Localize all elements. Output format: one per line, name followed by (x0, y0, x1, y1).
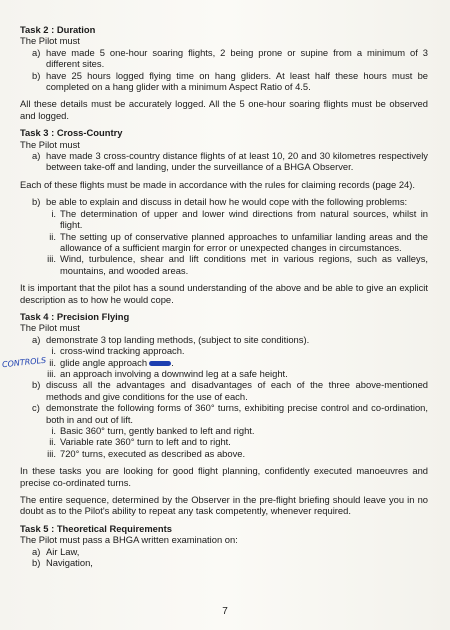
item-text: Air Law, (46, 545, 80, 557)
task3-heading: Task 3 : Cross-Country (20, 127, 123, 139)
subitem-text: The determination of upper and lower wind directions from natural sources, whilst in flight. (60, 207, 428, 231)
item-label: b) (32, 379, 41, 391)
item-text: demonstrate the following forms of 360° turns, exhibiting precise control and co-ordination, both in and out of lift. (46, 402, 428, 425)
subitem-label: ii. (49, 230, 56, 242)
item-text: have made 3 cross-country distance flights of at least 10, 20 and 30 kilometres respectively between take-off and landing, under the surveillance of a BHGA Observer. (46, 150, 428, 173)
subitem-text: Variable rate 360° turn to left and to right. (60, 436, 231, 448)
task3-note: Each of these flights must be made in accordance with the rules for claiming records (page 24). (20, 178, 415, 190)
task5-item-a (20, 546, 428, 557)
task4-a-subitem-i (20, 345, 428, 356)
task4-c-subitem-ii (20, 436, 428, 447)
task3-item-b (20, 196, 428, 207)
subitem-text: an approach involving a downwind leg at a safe height. (60, 367, 288, 379)
subitem-label: ii. (49, 436, 56, 448)
task5-heading: Task 5 : Theoretical Requirements (20, 522, 172, 534)
task4-c-subitem-i (20, 425, 428, 436)
task4-paragraph-2: The entire sequence, determined by the Observer in the pre-flight briefing should leave you in no doubt as to the Pilot's ability to repeat any task competently, whenever required. (20, 494, 428, 517)
subitem-label: i. (51, 345, 56, 357)
item-text: have made 5 one-hour soaring flights, 2 being prone or supine from a minimum of 3 different sites. (46, 46, 428, 70)
subitem-label: ii. (49, 356, 56, 368)
subitem-label: i. (51, 425, 56, 436)
task3-item-a (20, 150, 428, 173)
item-label: a) (32, 46, 41, 58)
task2-item-a (20, 47, 428, 70)
ink-strikethrough-mark (149, 361, 171, 366)
subitem-label: i. (51, 207, 56, 219)
task4-heading: Task 4 : Precision Flying (20, 310, 130, 322)
task2-note: All these details must be accurately logged. All the 5 one-hour soaring flights must be observed and logged. (20, 98, 428, 121)
task4-item-c (20, 402, 428, 425)
subitem-text: The setting up of conservative planned approaches to unfamiliar landing areas and the allowance of a sufficient margin for error or unexpected changes in circumstances. (60, 230, 428, 253)
item-label: a) (32, 333, 41, 345)
task4-paragraph-1: In these tasks you are looking for good flight planning, confidently executed manoeuvres and precise co-ordinated turns. (20, 465, 428, 488)
subitem-label: iii. (47, 253, 56, 265)
task4-intro: The Pilot must (20, 322, 80, 334)
task3-subitem-i (20, 208, 428, 231)
task4-a-subitem-ii: CONTROLS ii. glide angle approach . (1, 355, 174, 369)
item-text: demonstrate 3 top landing methods, (subject to site conditions). (46, 333, 310, 345)
task3-closing: It is important that the pilot has a sound understanding of the above and be able to give an explicit description as to how he would cope. (20, 282, 428, 305)
task5-intro: The Pilot must pass a BHGA written examination on: (20, 534, 238, 546)
subitem-label: iii. (47, 447, 56, 459)
item-label: a) (32, 545, 41, 557)
item-text: have 25 hours logged flying time on hang gliders. At least half these hours must be completed on a hang glider with a minimum Aspect Ratio of 4.5. (46, 69, 428, 93)
subitem-text: Basic 360° turn, gently banked to left and right. (60, 425, 255, 436)
task2-intro: The Pilot must (20, 35, 80, 47)
item-label: b) (32, 557, 41, 569)
task4-c-subitem-iii (20, 448, 428, 459)
item-text: be able to explain and discuss in detail how he would cope with the following problems: (46, 196, 408, 208)
task4-item-b (20, 379, 428, 402)
subitem-text: cross-wind tracking approach. (60, 345, 185, 357)
handwritten-annotation: CONTROLS (1, 355, 47, 369)
task4-item-a (20, 334, 428, 345)
page-number: 7 (222, 606, 228, 617)
subitem-text: Wind, turbulence, shear and lift conditions met in various regions, such as valleys, mountains, and wooded areas. (60, 253, 428, 276)
task4-a-subitem-iii (20, 368, 428, 379)
item-label: a) (32, 150, 41, 162)
task2-heading: Task 2 : Duration (20, 24, 96, 35)
subitem-text: glide angle approach (60, 356, 148, 368)
item-label: c) (32, 402, 40, 414)
item-text: Navigation, (46, 557, 93, 569)
item-label: b) (32, 69, 41, 81)
task3-intro: The Pilot must (20, 138, 80, 150)
subitem-text: 720° turns, executed as described as above. (60, 447, 246, 459)
task2-item-b (20, 70, 428, 93)
item-text: discuss all the advantages and disadvantages of each of the three above-mentioned methods and give conditions for the use of each. (46, 379, 428, 402)
page-content (1, 24, 428, 569)
task3-subitem-ii (20, 231, 428, 254)
item-label: b) (32, 196, 41, 208)
subitem-label: iii. (47, 367, 56, 379)
task5-item-b (20, 557, 428, 568)
task3-subitem-iii (20, 253, 428, 276)
